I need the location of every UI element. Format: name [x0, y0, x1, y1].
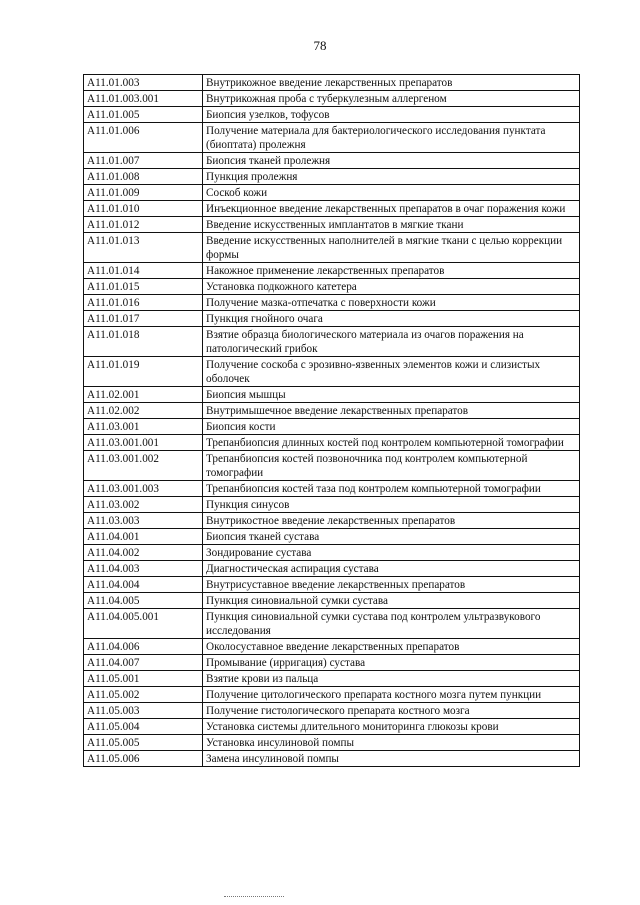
table-row: [84, 735, 580, 751]
procedure-name-cell: Внутрисуставное введение лекарственных препаратов: [203, 577, 580, 593]
procedure-name-cell: Биопсия тканей пролежня: [203, 153, 580, 169]
procedure-name-cell: Околосуставное введение лекарственных препаратов: [203, 639, 580, 655]
procedure-code-cell: A11.03.001.003: [84, 481, 203, 497]
table-row: [84, 435, 580, 451]
procedure-name-cell: Установка подкожного катетера: [203, 279, 580, 295]
procedure-code-cell: A11.02.001: [84, 387, 203, 403]
procedure-name-cell: Пункция синовиальной сумки сустава: [203, 593, 580, 609]
procedure-name-cell: Получение мазка-отпечатка с поверхности кожи: [203, 295, 580, 311]
procedure-name-cell: Введение искусственных наполнителей в мягкие ткани с целью коррекции формы: [203, 233, 580, 263]
procedure-name-cell: Внутрикожная проба с туберкулезным аллергеном: [203, 91, 580, 107]
table-row: [84, 671, 580, 687]
table-row: [84, 703, 580, 719]
table-row: [84, 403, 580, 419]
procedures-table-body: [84, 75, 580, 767]
procedure-code-cell: A11.05.004: [84, 719, 203, 735]
procedure-name-cell: Введение искусственных имплантатов в мягкие ткани: [203, 217, 580, 233]
page-number: 78: [313, 38, 327, 53]
procedure-name-cell: Биопсия тканей сустава: [203, 529, 580, 545]
procedure-code-cell: A11.03.001: [84, 419, 203, 435]
procedure-name-cell: Трепанбиопсия костей таза под контролем компьютерной томографии: [203, 481, 580, 497]
page-edge-mark: [224, 896, 284, 899]
table-row: [84, 545, 580, 561]
procedure-code-cell: A11.05.003: [84, 703, 203, 719]
procedure-name-cell: Биопсия кости: [203, 419, 580, 435]
table-row: [84, 655, 580, 671]
procedure-name-cell: Получение материала для бактериологического исследования пунктата (биоптата) пролежня: [203, 123, 580, 153]
procedure-name-cell: Пункция пролежня: [203, 169, 580, 185]
procedure-code-cell: A11.04.005.001: [84, 609, 203, 639]
procedure-name-cell: Взятие образца биологического материала из очагов поражения на патологический грибок: [203, 327, 580, 357]
procedure-name-cell: Пункция синовиальной сумки сустава под контролем ультразвукового исследования: [203, 609, 580, 639]
table-row: [84, 169, 580, 185]
table-row: [84, 279, 580, 295]
procedure-name-cell: Пункция гнойного очага: [203, 311, 580, 327]
procedure-name-cell: Промывание (ирригация) сустава: [203, 655, 580, 671]
procedure-code-cell: A11.01.006: [84, 123, 203, 153]
table-row: [84, 295, 580, 311]
procedure-code-cell: A11.01.009: [84, 185, 203, 201]
table-row: [84, 233, 580, 263]
procedure-code-cell: A11.01.016: [84, 295, 203, 311]
table-row: [84, 639, 580, 655]
table-row: [84, 123, 580, 153]
procedure-code-cell: A11.01.017: [84, 311, 203, 327]
procedure-code-cell: A11.04.001: [84, 529, 203, 545]
table-row: [84, 593, 580, 609]
procedure-name-cell: Трепанбиопсия костей позвоночника под контролем компьютерной томографии: [203, 451, 580, 481]
table-row: [84, 263, 580, 279]
table-row: [84, 561, 580, 577]
procedure-code-cell: A11.03.003: [84, 513, 203, 529]
procedure-code-cell: A11.04.005: [84, 593, 203, 609]
table-row: [84, 91, 580, 107]
table-row: [84, 311, 580, 327]
procedure-code-cell: A11.03.001.001: [84, 435, 203, 451]
procedure-code-cell: A11.03.002: [84, 497, 203, 513]
table-row: [84, 387, 580, 403]
procedure-code-cell: A11.01.005: [84, 107, 203, 123]
table-row: [84, 577, 580, 593]
procedure-name-cell: Установка системы длительного мониторинга глюкозы крови: [203, 719, 580, 735]
procedure-code-cell: A11.05.006: [84, 751, 203, 767]
table-row: [84, 451, 580, 481]
table-row: [84, 751, 580, 767]
procedure-code-cell: A11.01.003: [84, 75, 203, 91]
table-row: [84, 185, 580, 201]
table-row: [84, 327, 580, 357]
procedure-name-cell: Биопсия узелков, тофусов: [203, 107, 580, 123]
procedure-code-cell: A11.01.018: [84, 327, 203, 357]
procedure-code-cell: A11.04.006: [84, 639, 203, 655]
procedure-code-cell: A11.05.001: [84, 671, 203, 687]
table-row: [84, 609, 580, 639]
procedure-code-cell: A11.05.005: [84, 735, 203, 751]
procedure-code-cell: A11.01.019: [84, 357, 203, 387]
procedure-code-cell: A11.01.010: [84, 201, 203, 217]
procedure-name-cell: Получение гистологического препарата костного мозга: [203, 703, 580, 719]
procedure-code-cell: A11.03.001.002: [84, 451, 203, 481]
procedure-code-cell: A11.01.007: [84, 153, 203, 169]
table-row: [84, 481, 580, 497]
table-row: [84, 719, 580, 735]
procedure-name-cell: Трепанбиопсия длинных костей под контролем компьютерной томографии: [203, 435, 580, 451]
procedure-name-cell: Получение цитологического препарата костного мозга путем пункции: [203, 687, 580, 703]
procedures-table: [83, 74, 580, 767]
procedure-code-cell: A11.02.002: [84, 403, 203, 419]
table-row: [84, 419, 580, 435]
table-row: [84, 201, 580, 217]
procedure-name-cell: Пункция синусов: [203, 497, 580, 513]
table-row: [84, 357, 580, 387]
procedure-name-cell: Инъекционное введение лекарственных препаратов в очаг поражения кожи: [203, 201, 580, 217]
procedure-code-cell: A11.05.002: [84, 687, 203, 703]
table-row: [84, 497, 580, 513]
procedure-name-cell: Внутрикожное введение лекарственных препаратов: [203, 75, 580, 91]
table-row: [84, 153, 580, 169]
procedure-name-cell: Накожное применение лекарственных препаратов: [203, 263, 580, 279]
table-row: [84, 529, 580, 545]
procedure-code-cell: A11.04.007: [84, 655, 203, 671]
procedure-code-cell: A11.01.014: [84, 263, 203, 279]
procedure-code-cell: A11.04.004: [84, 577, 203, 593]
procedure-code-cell: A11.01.015: [84, 279, 203, 295]
procedure-name-cell: Получение соскоба с эрозивно-язвенных элементов кожи и слизистых оболочек: [203, 357, 580, 387]
procedure-name-cell: Биопсия мышцы: [203, 387, 580, 403]
table-row: [84, 687, 580, 703]
procedure-name-cell: Внутримышечное введение лекарственных препаратов: [203, 403, 580, 419]
procedure-code-cell: A11.01.003.001: [84, 91, 203, 107]
procedure-name-cell: Диагностическая аспирация сустава: [203, 561, 580, 577]
procedure-name-cell: Взятие крови из пальца: [203, 671, 580, 687]
procedure-name-cell: Замена инсулиновой помпы: [203, 751, 580, 767]
procedure-code-cell: A11.01.012: [84, 217, 203, 233]
procedure-name-cell: Установка инсулиновой помпы: [203, 735, 580, 751]
table-row: [84, 75, 580, 91]
procedure-code-cell: A11.01.008: [84, 169, 203, 185]
table-row: [84, 513, 580, 529]
procedure-code-cell: A11.04.003: [84, 561, 203, 577]
procedure-name-cell: Зондирование сустава: [203, 545, 580, 561]
procedure-code-cell: A11.04.002: [84, 545, 203, 561]
procedure-name-cell: Соскоб кожи: [203, 185, 580, 201]
procedure-code-cell: A11.01.013: [84, 233, 203, 263]
table-row: [84, 107, 580, 123]
procedure-name-cell: Внутрикостное введение лекарственных препаратов: [203, 513, 580, 529]
table-row: [84, 217, 580, 233]
